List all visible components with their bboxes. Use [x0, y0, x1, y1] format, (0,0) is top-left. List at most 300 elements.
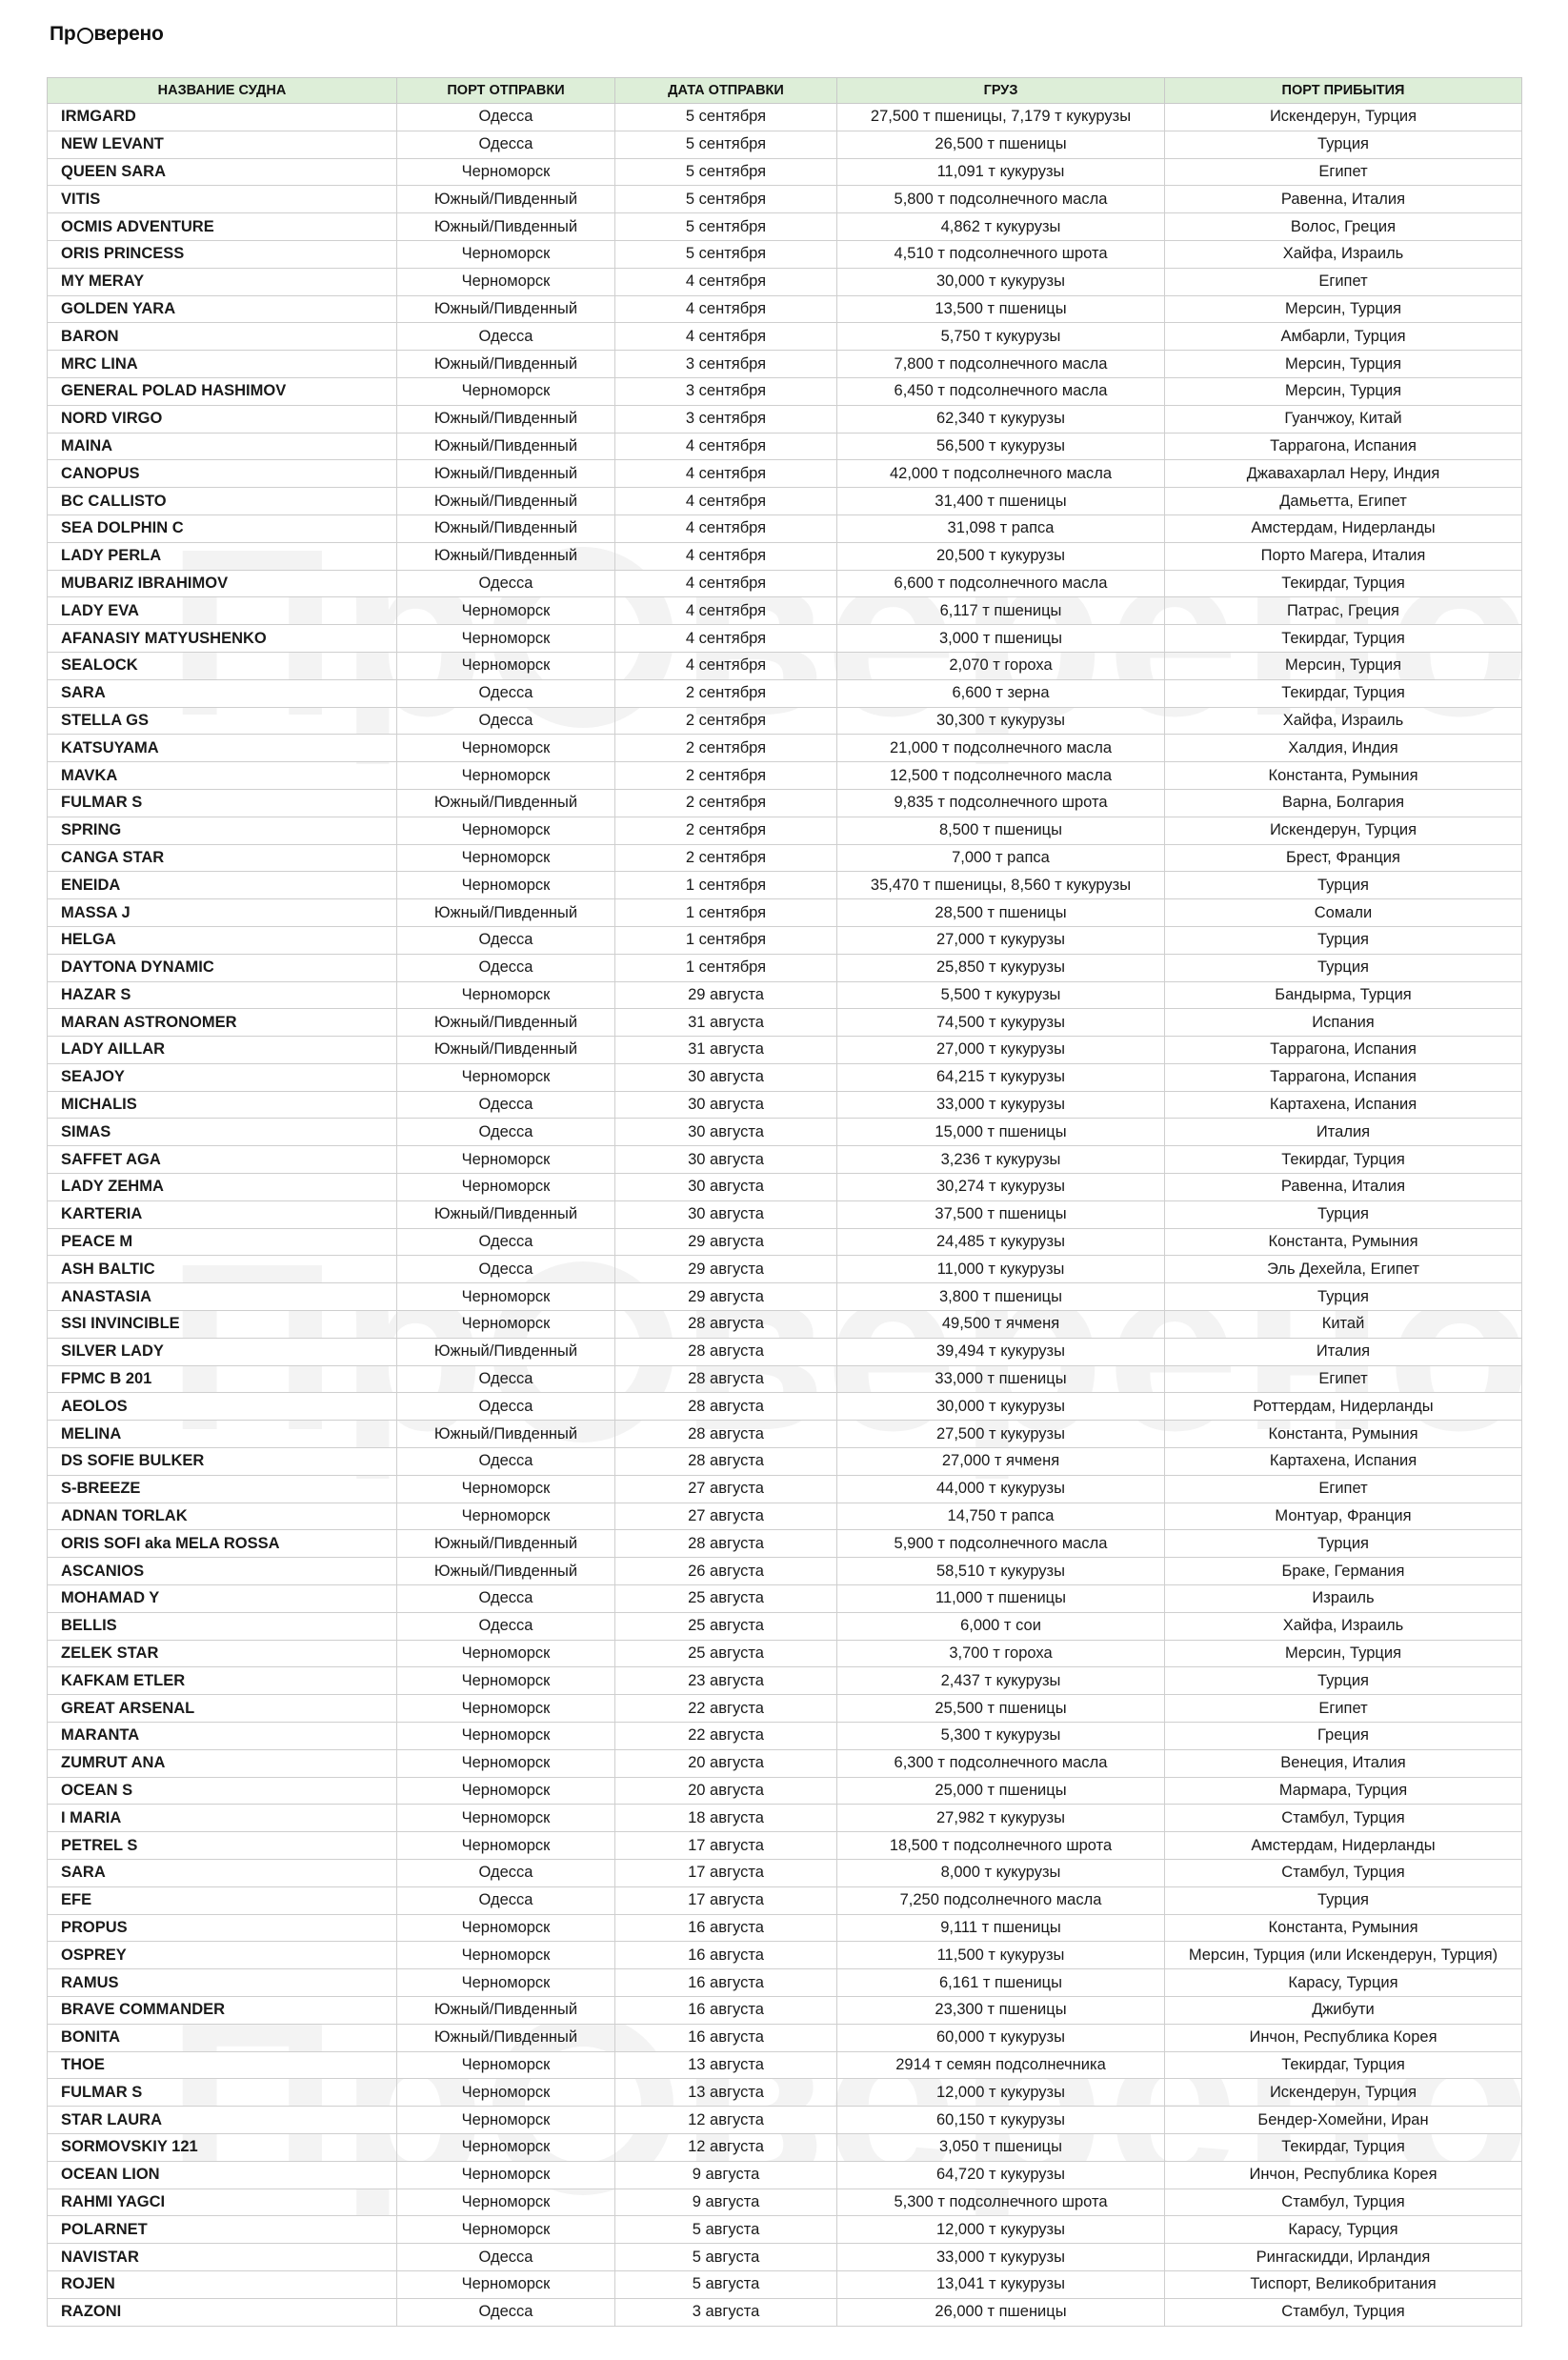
arrival-port-cell: Порто Магера, Италия: [1165, 542, 1522, 570]
vessel-name-cell: SPRING: [48, 817, 397, 844]
departure-date-cell: 22 августа: [615, 1723, 837, 1750]
vessel-name-cell: FULMAR S: [48, 789, 397, 817]
arrival-port-cell: Таррагона, Испания: [1165, 433, 1522, 460]
departure-port-cell: Южный/Пивденный: [397, 1338, 615, 1365]
cargo-cell: 39,494 т кукурузы: [837, 1338, 1165, 1365]
departure-port-cell: Южный/Пивденный: [397, 1009, 615, 1037]
table-row: [48, 158, 1522, 186]
arrival-port-cell: Греция: [1165, 1723, 1522, 1750]
vessel-name-cell: SARA: [48, 679, 397, 707]
table-row: [48, 1448, 1522, 1476]
departure-date-cell: 4 сентября: [615, 433, 837, 460]
departure-date-cell: 5 августа: [615, 2270, 837, 2298]
cargo-cell: 60,000 т кукурузы: [837, 2024, 1165, 2051]
departure-port-cell: Черноморск: [397, 1063, 615, 1091]
departure-port-cell: Черноморск: [397, 1723, 615, 1750]
vessel-name-cell: DAYTONA DYNAMIC: [48, 954, 397, 981]
vessel-name-cell: RAMUS: [48, 1969, 397, 1997]
departure-date-cell: 30 августа: [615, 1146, 837, 1174]
departure-port-cell: Одесса: [397, 1585, 615, 1613]
table-row: [48, 1228, 1522, 1256]
arrival-port-cell: Равенна, Италия: [1165, 186, 1522, 213]
cargo-cell: 7,800 т подсолнечного масла: [837, 351, 1165, 378]
departure-date-cell: 2 сентября: [615, 844, 837, 872]
vessel-name-cell: STAR LAURA: [48, 2107, 397, 2134]
column-header-vessel: НАЗВАНИЕ СУДНА: [48, 78, 397, 104]
departure-date-cell: 28 августа: [615, 1393, 837, 1421]
arrival-port-cell: Италия: [1165, 1338, 1522, 1365]
cargo-cell: 4,510 т подсолнечного шрота: [837, 240, 1165, 268]
arrival-port-cell: Мерсин, Турция: [1165, 1640, 1522, 1667]
departure-date-cell: 18 августа: [615, 1805, 837, 1832]
departure-port-cell: Южный/Пивденный: [397, 542, 615, 570]
vessel-name-cell: MY MERAY: [48, 268, 397, 295]
departure-date-cell: 2 сентября: [615, 679, 837, 707]
departure-port-cell: Черноморск: [397, 2133, 615, 2161]
vessel-name-cell: IRMGARD: [48, 104, 397, 131]
departure-port-cell: Черноморск: [397, 735, 615, 762]
departure-port-cell: Черноморск: [397, 1805, 615, 1832]
departure-date-cell: 31 августа: [615, 1009, 837, 1037]
table-row: [48, 954, 1522, 981]
departure-port-cell: Черноморск: [397, 762, 615, 790]
table-row: [48, 1503, 1522, 1530]
departure-port-cell: Черноморск: [397, 1503, 615, 1530]
arrival-port-cell: Текирдаг, Турция: [1165, 679, 1522, 707]
departure-date-cell: 4 сентября: [615, 597, 837, 625]
table-row: [48, 1119, 1522, 1146]
cargo-cell: 31,098 т рапса: [837, 514, 1165, 542]
cargo-cell: 12,500 т подсолнечного масла: [837, 762, 1165, 790]
departure-port-cell: Черноморск: [397, 2051, 615, 2079]
table-row: [48, 1860, 1522, 1887]
departure-date-cell: 1 сентября: [615, 899, 837, 927]
arrival-port-cell: Египет: [1165, 268, 1522, 295]
departure-date-cell: 29 августа: [615, 1256, 837, 1283]
arrival-port-cell: Инчон, Республика Корея: [1165, 2161, 1522, 2189]
vessel-name-cell: ZELEK STAR: [48, 1640, 397, 1667]
cargo-cell: 3,050 т пшеницы: [837, 2133, 1165, 2161]
table-row: [48, 1585, 1522, 1613]
vessel-name-cell: RAHMI YAGCI: [48, 2189, 397, 2216]
table-row: [48, 1063, 1522, 1091]
cargo-cell: 27,982 т кукурузы: [837, 1805, 1165, 1832]
vessel-name-cell: STELLA GS: [48, 707, 397, 735]
departure-date-cell: 5 сентября: [615, 213, 837, 241]
table-row: [48, 2189, 1522, 2216]
table-row: [48, 1037, 1522, 1064]
departure-date-cell: 4 сентября: [615, 652, 837, 679]
vessel-name-cell: CANOPUS: [48, 460, 397, 488]
vessel-name-cell: BELLIS: [48, 1612, 397, 1640]
vessel-name-cell: LADY AILLAR: [48, 1037, 397, 1064]
departure-date-cell: 16 августа: [615, 1996, 837, 2024]
vessel-name-cell: EFE: [48, 1886, 397, 1914]
arrival-port-cell: Равенна, Италия: [1165, 1174, 1522, 1201]
cargo-cell: 35,470 т пшеницы, 8,560 т кукурузы: [837, 872, 1165, 899]
arrival-port-cell: Монтуар, Франция: [1165, 1503, 1522, 1530]
vessel-name-cell: MOHAMAD Y: [48, 1585, 397, 1613]
arrival-port-cell: Искендерун, Турция: [1165, 817, 1522, 844]
departure-date-cell: 22 августа: [615, 1695, 837, 1723]
cargo-cell: 11,000 т кукурузы: [837, 1256, 1165, 1283]
departure-port-cell: Южный/Пивденный: [397, 186, 615, 213]
table-row: [48, 213, 1522, 241]
departure-port-cell: Черноморск: [397, 1832, 615, 1860]
cargo-cell: 30,000 т кукурузы: [837, 268, 1165, 295]
vessel-name-cell: S-BREEZE: [48, 1475, 397, 1503]
cargo-cell: 6,300 т подсолнечного масла: [837, 1749, 1165, 1777]
table-row: [48, 268, 1522, 295]
departure-date-cell: 30 августа: [615, 1174, 837, 1201]
cargo-cell: 6,450 т подсолнечного масла: [837, 377, 1165, 405]
arrival-port-cell: Гуанчжоу, Китай: [1165, 405, 1522, 433]
table-row: [48, 1009, 1522, 1037]
cargo-cell: 12,000 т кукурузы: [837, 2216, 1165, 2244]
departure-port-cell: Черноморск: [397, 1942, 615, 1969]
departure-port-cell: Одесса: [397, 1448, 615, 1476]
departure-date-cell: 4 сентября: [615, 323, 837, 351]
cargo-cell: 30,300 т кукурузы: [837, 707, 1165, 735]
departure-port-cell: Южный/Пивденный: [397, 1558, 615, 1585]
departure-date-cell: 17 августа: [615, 1860, 837, 1887]
departure-date-cell: 30 августа: [615, 1119, 837, 1146]
table-row: [48, 1475, 1522, 1503]
arrival-port-cell: Карасу, Турция: [1165, 1969, 1522, 1997]
cargo-cell: 58,510 т кукурузы: [837, 1558, 1165, 1585]
cargo-cell: 62,340 т кукурузы: [837, 405, 1165, 433]
departure-port-cell: Одесса: [397, 954, 615, 981]
table-row: [48, 1667, 1522, 1695]
vessel-name-cell: MAVKA: [48, 762, 397, 790]
arrival-port-cell: Таррагона, Испания: [1165, 1037, 1522, 1064]
departure-date-cell: 31 августа: [615, 1037, 837, 1064]
arrival-port-cell: Хайфа, Израиль: [1165, 1612, 1522, 1640]
arrival-port-cell: Амстердам, Нидерланды: [1165, 1832, 1522, 1860]
arrival-port-cell: Эль Дехейла, Египет: [1165, 1256, 1522, 1283]
table-row: [48, 1886, 1522, 1914]
arrival-port-cell: Венеция, Италия: [1165, 1749, 1522, 1777]
departure-port-cell: Черноморск: [397, 2161, 615, 2189]
departure-port-cell: Черноморск: [397, 1174, 615, 1201]
arrival-port-cell: Варна, Болгария: [1165, 789, 1522, 817]
table-row: [48, 981, 1522, 1009]
cargo-cell: 30,000 т кукурузы: [837, 1393, 1165, 1421]
table-row: [48, 2270, 1522, 2298]
vessel-name-cell: MASSA J: [48, 899, 397, 927]
vessel-name-cell: OCMIS ADVENTURE: [48, 213, 397, 241]
vessel-name-cell: I MARIA: [48, 1805, 397, 1832]
table-row: [48, 1421, 1522, 1448]
arrival-port-cell: Бендер-Хомейни, Иран: [1165, 2107, 1522, 2134]
departure-port-cell: Черноморск: [397, 817, 615, 844]
table-row: [48, 1311, 1522, 1339]
departure-date-cell: 28 августа: [615, 1311, 837, 1339]
vessel-name-cell: FPMC B 201: [48, 1365, 397, 1393]
departure-date-cell: 2 сентября: [615, 817, 837, 844]
cargo-cell: 6,000 т сои: [837, 1612, 1165, 1640]
cargo-cell: 33,000 т кукурузы: [837, 1091, 1165, 1119]
cargo-cell: 60,150 т кукурузы: [837, 2107, 1165, 2134]
departure-date-cell: 27 августа: [615, 1503, 837, 1530]
vessel-name-cell: ROJEN: [48, 2270, 397, 2298]
departure-date-cell: 1 сентября: [615, 926, 837, 954]
cargo-cell: 13,500 т пшеницы: [837, 295, 1165, 323]
departure-date-cell: 29 августа: [615, 1283, 837, 1311]
departure-port-cell: Одесса: [397, 1091, 615, 1119]
table-row: [48, 1283, 1522, 1311]
departure-date-cell: 25 августа: [615, 1612, 837, 1640]
departure-date-cell: 5 сентября: [615, 158, 837, 186]
vessel-name-cell: PROPUS: [48, 1914, 397, 1942]
departure-port-cell: Южный/Пивденный: [397, 460, 615, 488]
departure-date-cell: 23 августа: [615, 1667, 837, 1695]
vessel-name-cell: HELGA: [48, 926, 397, 954]
arrival-port-cell: Мерсин, Турция: [1165, 652, 1522, 679]
table-row: [48, 323, 1522, 351]
vessel-name-cell: MARANTA: [48, 1723, 397, 1750]
departure-port-cell: Одесса: [397, 570, 615, 597]
departure-date-cell: 4 сентября: [615, 460, 837, 488]
departure-date-cell: 28 августа: [615, 1448, 837, 1476]
vessel-name-cell: MRC LINA: [48, 351, 397, 378]
departure-port-cell: Одесса: [397, 1393, 615, 1421]
cargo-cell: 3,700 т гороха: [837, 1640, 1165, 1667]
table-row: [48, 2161, 1522, 2189]
arrival-port-cell: Турция: [1165, 1667, 1522, 1695]
table-row: [48, 1723, 1522, 1750]
table-row: [48, 1200, 1522, 1228]
arrival-port-cell: Израиль: [1165, 1585, 1522, 1613]
arrival-port-cell: Турция: [1165, 1530, 1522, 1558]
departure-port-cell: Черноморск: [397, 240, 615, 268]
vessel-name-cell: MUBARIZ IBRAHIMOV: [48, 570, 397, 597]
departure-date-cell: 2 сентября: [615, 762, 837, 790]
departure-port-cell: Черноморск: [397, 1640, 615, 1667]
table-row: [48, 488, 1522, 515]
arrival-port-cell: Мармара, Турция: [1165, 1777, 1522, 1805]
arrival-port-cell: Амбарли, Турция: [1165, 323, 1522, 351]
vessel-name-cell: GENERAL POLAD HASHIMOV: [48, 377, 397, 405]
arrival-port-cell: Стамбул, Турция: [1165, 2298, 1522, 2326]
cargo-cell: 3,000 т пшеницы: [837, 625, 1165, 653]
departure-port-cell: Южный/Пивденный: [397, 789, 615, 817]
table-header-row: [48, 78, 1522, 104]
cargo-cell: 25,500 т пшеницы: [837, 1695, 1165, 1723]
departure-date-cell: 28 августа: [615, 1338, 837, 1365]
cargo-cell: 27,000 т кукурузы: [837, 926, 1165, 954]
departure-date-cell: 13 августа: [615, 2051, 837, 2079]
vessel-name-cell: SILVER LADY: [48, 1338, 397, 1365]
departure-date-cell: 4 сентября: [615, 570, 837, 597]
cargo-cell: 5,300 т кукурузы: [837, 1723, 1165, 1750]
departure-date-cell: 17 августа: [615, 1886, 837, 1914]
table-row: [48, 1256, 1522, 1283]
cargo-cell: 25,000 т пшеницы: [837, 1777, 1165, 1805]
table-row: [48, 844, 1522, 872]
table-row: [48, 789, 1522, 817]
departure-date-cell: 2 сентября: [615, 707, 837, 735]
vessel-name-cell: LADY ZEHMA: [48, 1174, 397, 1201]
vessel-name-cell: OCEAN LION: [48, 2161, 397, 2189]
arrival-port-cell: Турция: [1165, 1283, 1522, 1311]
table-row: [48, 2024, 1522, 2051]
column-header-departure-port: ПОРТ ОТПРАВКИ: [397, 78, 615, 104]
brand-logo: [50, 23, 164, 46]
cargo-cell: 5,300 т подсолнечного шрота: [837, 2189, 1165, 2216]
table-row: [48, 460, 1522, 488]
vessel-name-cell: KATSUYAMA: [48, 735, 397, 762]
vessel-name-cell: BRAVE COMMANDER: [48, 1996, 397, 2024]
table-row: [48, 2133, 1522, 2161]
table-row: [48, 570, 1522, 597]
cargo-cell: 27,000 т кукурузы: [837, 1037, 1165, 1064]
table-row: [48, 295, 1522, 323]
departure-port-cell: Черноморск: [397, 597, 615, 625]
arrival-port-cell: Текирдаг, Турция: [1165, 2051, 1522, 2079]
table-row: [48, 377, 1522, 405]
arrival-port-cell: Константа, Румыния: [1165, 762, 1522, 790]
arrival-port-cell: Испания: [1165, 1009, 1522, 1037]
vessel-name-cell: NAVISTAR: [48, 2244, 397, 2271]
arrival-port-cell: Стамбул, Турция: [1165, 2189, 1522, 2216]
cargo-cell: 5,800 т подсолнечного масла: [837, 186, 1165, 213]
arrival-port-cell: Инчон, Республика Корея: [1165, 2024, 1522, 2051]
departure-port-cell: Одесса: [397, 707, 615, 735]
cargo-cell: 6,600 т зерна: [837, 679, 1165, 707]
arrival-port-cell: Константа, Румыния: [1165, 1914, 1522, 1942]
departure-port-cell: Черноморск: [397, 625, 615, 653]
table-row: [48, 1996, 1522, 2024]
arrival-port-cell: Картахена, Испания: [1165, 1448, 1522, 1476]
cargo-cell: 12,000 т кукурузы: [837, 2079, 1165, 2107]
vessel-name-cell: SSI INVINCIBLE: [48, 1311, 397, 1339]
departure-date-cell: 4 сентября: [615, 514, 837, 542]
arrival-port-cell: Стамбул, Турция: [1165, 1805, 1522, 1832]
table-row: [48, 1914, 1522, 1942]
departure-date-cell: 28 августа: [615, 1530, 837, 1558]
cargo-cell: 11,500 т кукурузы: [837, 1942, 1165, 1969]
vessel-name-cell: SORMOVSKIY 121: [48, 2133, 397, 2161]
vessel-name-cell: MARAN ASTRONOMER: [48, 1009, 397, 1037]
cargo-cell: 6,600 т подсолнечного масла: [837, 570, 1165, 597]
vessel-name-cell: POLARNET: [48, 2216, 397, 2244]
departure-port-cell: Черноморск: [397, 2079, 615, 2107]
departure-date-cell: 16 августа: [615, 2024, 837, 2051]
departure-date-cell: 17 августа: [615, 1832, 837, 1860]
departure-port-cell: Черноморск: [397, 652, 615, 679]
departure-port-cell: Южный/Пивденный: [397, 433, 615, 460]
cargo-cell: 8,500 т пшеницы: [837, 817, 1165, 844]
arrival-port-cell: Амстердам, Нидерланды: [1165, 514, 1522, 542]
departure-date-cell: 2 сентября: [615, 789, 837, 817]
departure-date-cell: 3 августа: [615, 2298, 837, 2326]
departure-port-cell: Черноморск: [397, 872, 615, 899]
departure-port-cell: Черноморск: [397, 2107, 615, 2134]
departure-date-cell: 5 августа: [615, 2244, 837, 2271]
vessel-name-cell: GREAT ARSENAL: [48, 1695, 397, 1723]
vessel-name-cell: ADNAN TORLAK: [48, 1503, 397, 1530]
departure-port-cell: Черноморск: [397, 2270, 615, 2298]
logo-text-start: Пр: [50, 23, 76, 45]
departure-date-cell: 4 сентября: [615, 625, 837, 653]
departure-date-cell: 1 сентября: [615, 954, 837, 981]
arrival-port-cell: Волос, Греция: [1165, 213, 1522, 241]
departure-date-cell: 16 августа: [615, 1969, 837, 1997]
table-row: [48, 1942, 1522, 1969]
vessel-name-cell: SAFFET AGA: [48, 1146, 397, 1174]
cargo-cell: 3,800 т пшеницы: [837, 1283, 1165, 1311]
table-body: [48, 104, 1522, 2327]
table-row: [48, 1805, 1522, 1832]
arrival-port-cell: Тиспорт, Великобритания: [1165, 2270, 1522, 2298]
arrival-port-cell: Хайфа, Израиль: [1165, 240, 1522, 268]
table-row: [48, 2244, 1522, 2271]
cargo-cell: 30,274 т кукурузы: [837, 1174, 1165, 1201]
cargo-cell: 13,041 т кукурузы: [837, 2270, 1165, 2298]
arrival-port-cell: Турция: [1165, 872, 1522, 899]
departure-port-cell: Черноморск: [397, 981, 615, 1009]
column-header-cargo: ГРУЗ: [837, 78, 1165, 104]
arrival-port-cell: Мерсин, Турция (или Искендерун, Турция): [1165, 1942, 1522, 1969]
vessel-name-cell: ZUMRUT ANA: [48, 1749, 397, 1777]
arrival-port-cell: Турция: [1165, 954, 1522, 981]
table-row: [48, 1365, 1522, 1393]
arrival-port-cell: Рингаскидди, Ирландия: [1165, 2244, 1522, 2271]
departure-port-cell: Черноморск: [397, 1777, 615, 1805]
departure-port-cell: Южный/Пивденный: [397, 1530, 615, 1558]
vessel-name-cell: BONITA: [48, 2024, 397, 2051]
arrival-port-cell: Текирдаг, Турция: [1165, 1146, 1522, 1174]
departure-port-cell: Черноморск: [397, 2216, 615, 2244]
vessel-name-cell: NEW LEVANT: [48, 131, 397, 158]
departure-port-cell: Южный/Пивденный: [397, 1200, 615, 1228]
departure-port-cell: Южный/Пивденный: [397, 1421, 615, 1448]
cargo-cell: 42,000 т подсолнечного масла: [837, 460, 1165, 488]
departure-port-cell: Одесса: [397, 1365, 615, 1393]
departure-date-cell: 30 августа: [615, 1091, 837, 1119]
cargo-cell: 26,500 т пшеницы: [837, 131, 1165, 158]
logo-text-end: верено: [93, 23, 164, 45]
table-row: [48, 351, 1522, 378]
departure-port-cell: Черноморск: [397, 1969, 615, 1997]
cargo-cell: 37,500 т пшеницы: [837, 1200, 1165, 1228]
departure-date-cell: 12 августа: [615, 2133, 837, 2161]
cargo-cell: 7,250 подсолнечного масла: [837, 1886, 1165, 1914]
departure-port-cell: Черноморск: [397, 1667, 615, 1695]
departure-port-cell: Южный/Пивденный: [397, 2024, 615, 2051]
arrival-port-cell: Италия: [1165, 1119, 1522, 1146]
vessel-name-cell: OCEAN S: [48, 1777, 397, 1805]
arrival-port-cell: Искендерун, Турция: [1165, 2079, 1522, 2107]
cargo-cell: 21,000 т подсолнечного масла: [837, 735, 1165, 762]
cargo-cell: 8,000 т кукурузы: [837, 1860, 1165, 1887]
cargo-cell: 23,300 т пшеницы: [837, 1996, 1165, 2024]
vessel-name-cell: RAZONI: [48, 2298, 397, 2326]
departure-date-cell: 5 сентября: [615, 104, 837, 131]
table-row: [48, 2051, 1522, 2079]
table-row: [48, 1146, 1522, 1174]
departure-date-cell: 4 сентября: [615, 268, 837, 295]
table-row: [48, 1777, 1522, 1805]
table-row: [48, 542, 1522, 570]
cargo-cell: 31,400 т пшеницы: [837, 488, 1165, 515]
table-row: [48, 899, 1522, 927]
departure-port-cell: Одесса: [397, 2244, 615, 2271]
departure-date-cell: 1 сентября: [615, 872, 837, 899]
departure-port-cell: Одесса: [397, 104, 615, 131]
arrival-port-cell: Константа, Румыния: [1165, 1228, 1522, 1256]
